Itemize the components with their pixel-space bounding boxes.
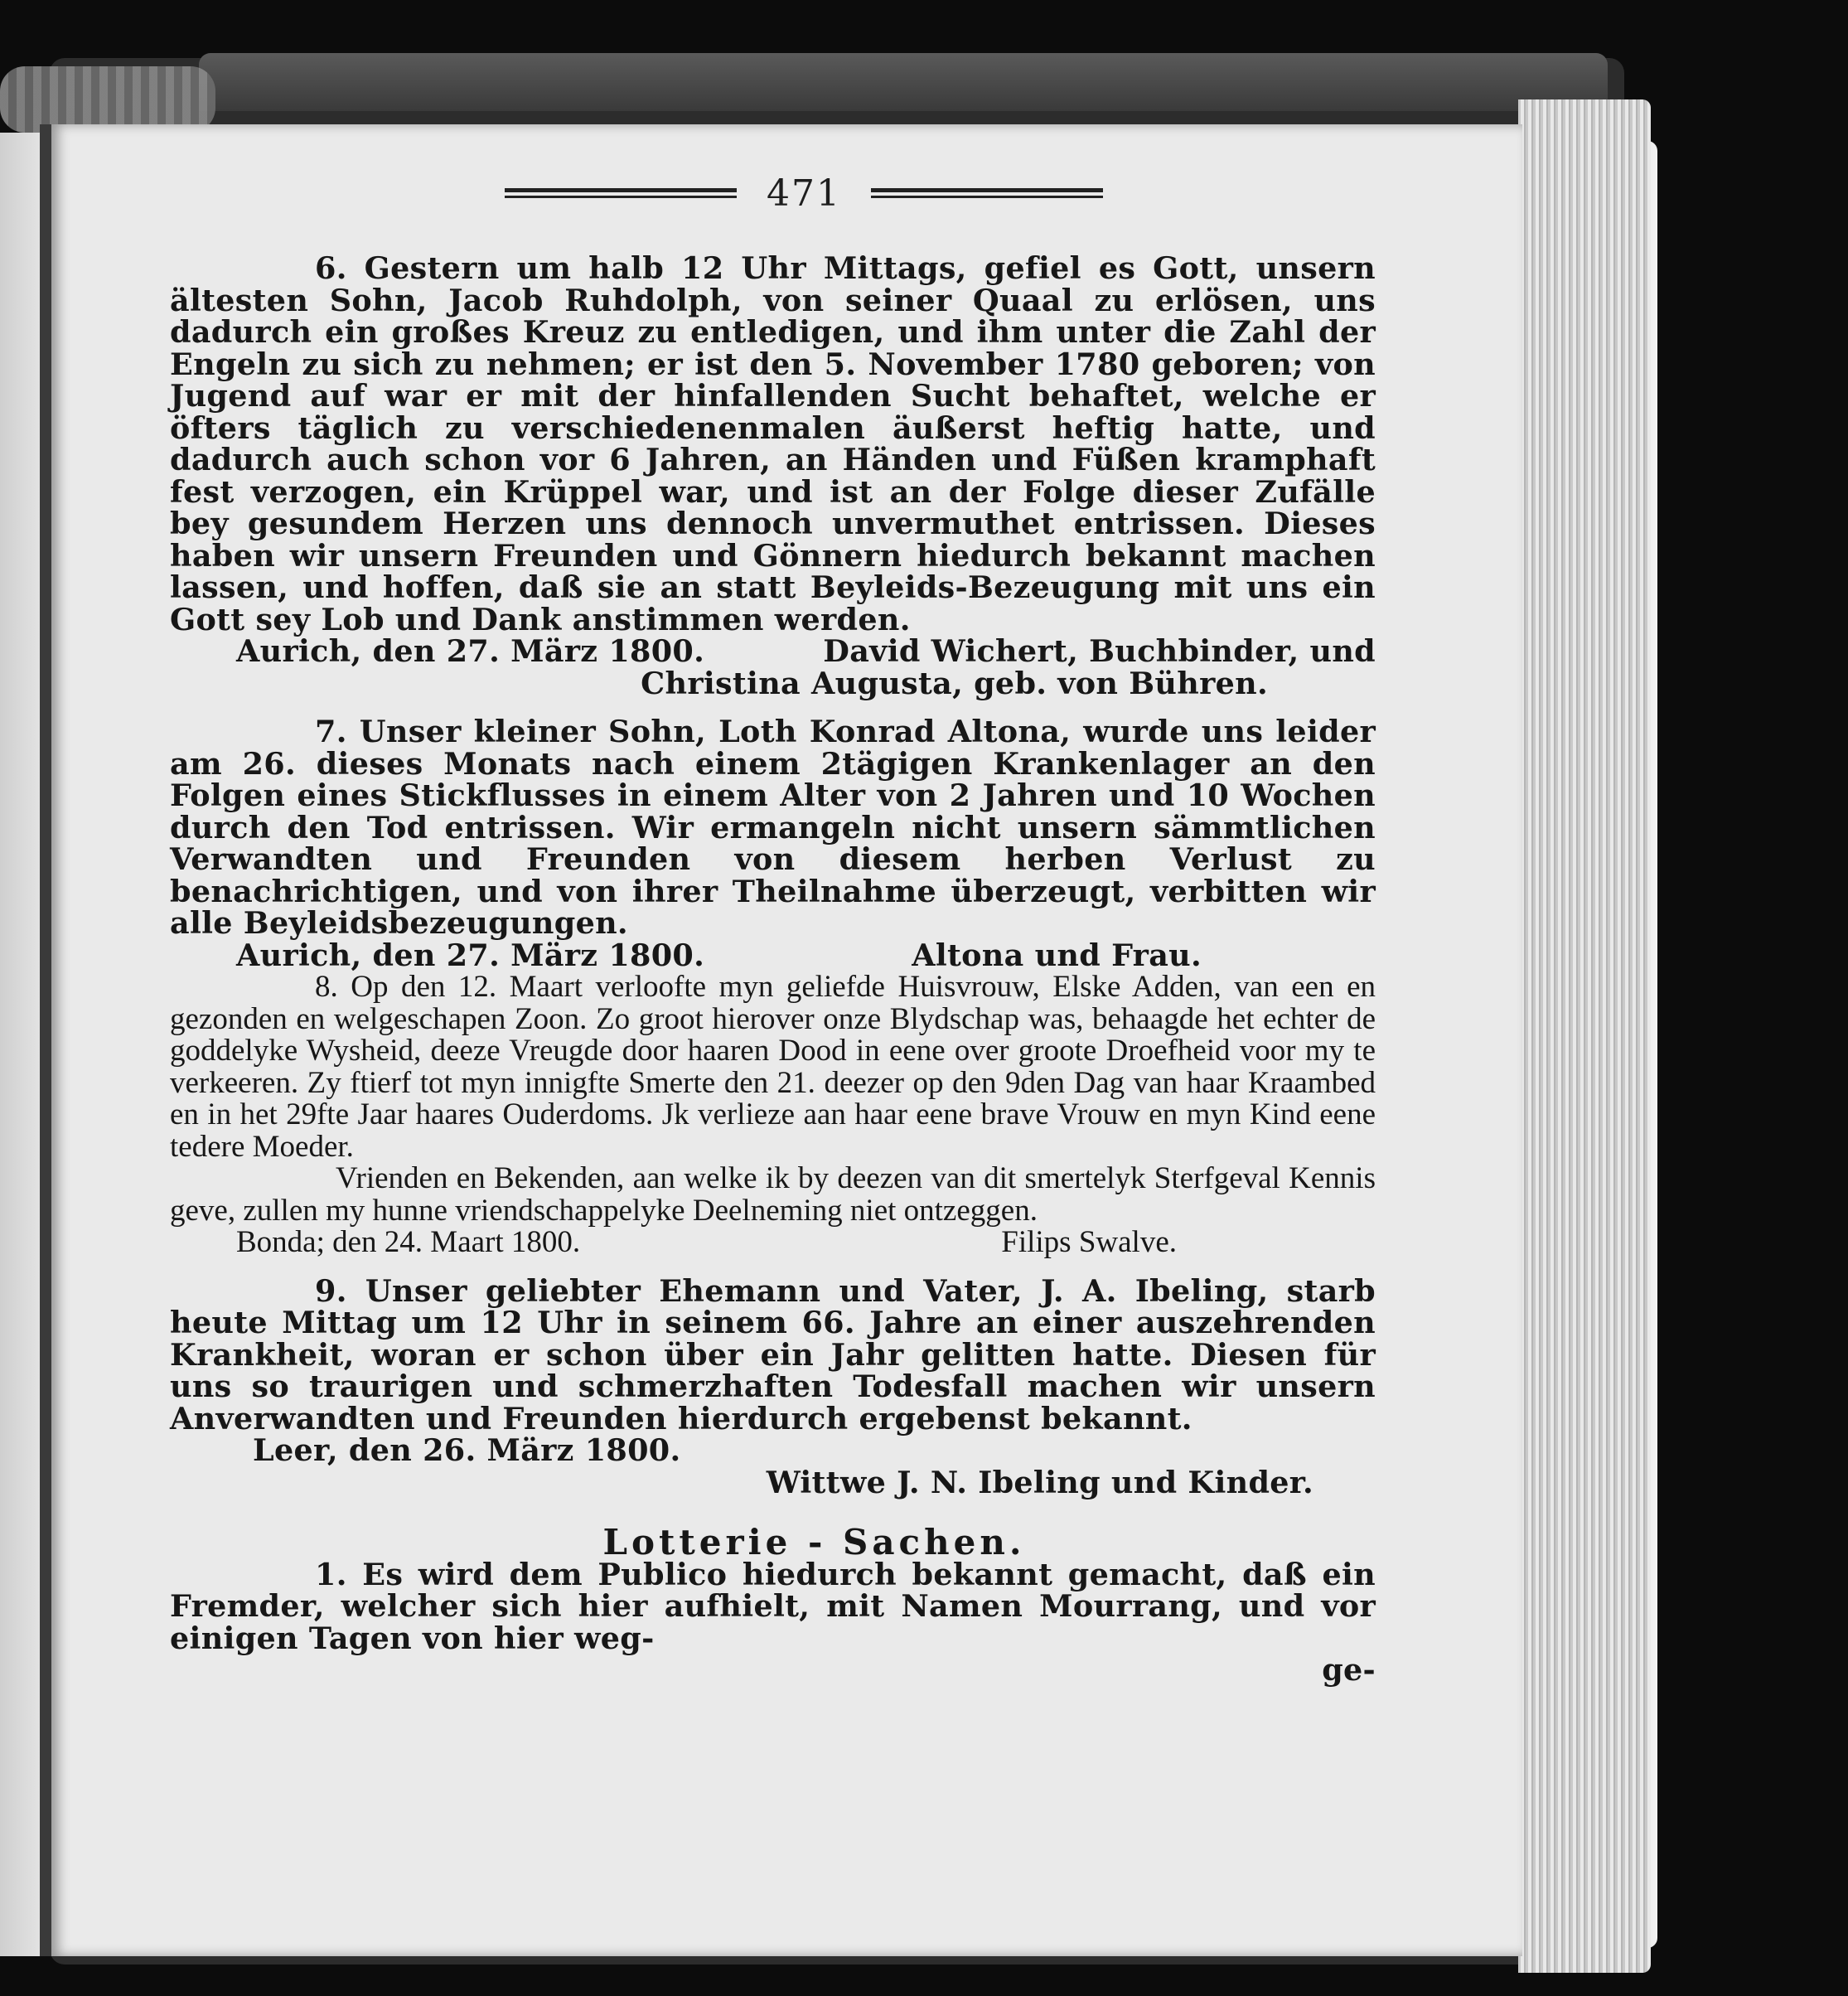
catchword: ge- bbox=[1322, 1652, 1376, 1688]
notice-8-signature-row bbox=[170, 1227, 1376, 1259]
book-spine-top bbox=[199, 53, 1608, 111]
page-number: 471 bbox=[767, 172, 841, 215]
notice-8-signer: Filips Swalve. bbox=[1001, 1225, 1177, 1259]
notice-7-signer: Altona und Frau. bbox=[912, 937, 1202, 973]
notice-7-text: 7. Unser kleiner Sohn, Loth Konrad Altona, wurde uns leider am 26. dieses Monats nach einem 2tägigen Krankenlager an den Folgen eines Stickflusses in einem Alter von 2 Jahren und 10 Wochen durch den Tod entrissen. Wir ermangeln nicht unsern sämmtlichen Verwandten und Freunden von diesem herben Verlust zu benachrichtigen, und von ihrer Theilnahme überzeugt, verbitten wir alle Beyleidsbezeugungen. bbox=[170, 714, 1376, 941]
head-rule-right bbox=[871, 188, 1103, 198]
page-gutter bbox=[40, 124, 51, 1956]
notice-6-signer-2: Christina Augusta, geb. von Bühren. bbox=[641, 665, 1268, 701]
page-text bbox=[170, 250, 1376, 1688]
notice-7-place-date: Aurich, den 27. März 1800. bbox=[236, 937, 705, 973]
notice-8-text: 8. Op den 12. Maart verloofte myn geliefde Huisvrouw, Elske Adden, van een en gezonden en welgeschapen Zoon. Zo groot hierover onze Blydschap was, behaagde het echter de goddelyke Wysheid, deeze Vreugde door haaren Dood in eene over groote Droefheid voor my te verkeeren. Zy ftierf tot myn innigfte Smerte den 21. deezer op den 9den Dag van haar Kraambed en in het 29fte Jaar haares Ouderdoms. Jk verlieze aan haar eene brave Vrouw en myn Kind eene tedere Moeder. bbox=[170, 970, 1376, 1164]
notice-9-text: 9. Unser geliebter Ehemann und Vater, J. A. Ibeling, starb heute Mittag um 12 Uhr in seinem 66. Jahre an einer auszehrenden Krankheit, woran er schon über ein Jahr gelitten hatte. Diesen für uns so traurigen und schmerzhaften Todesfall machen wir unsern Anverwandten und Freunden hierdurch ergebenst bekannt. bbox=[170, 1272, 1376, 1436]
notice-9-signer: Wittwe J. N. Ibeling und Kinder. bbox=[766, 1464, 1313, 1500]
notice-9-place-date: Leer, den 26. März 1800. bbox=[253, 1432, 681, 1468]
notice-6-text: 6. Gestern um halb 12 Uhr Mittags, gefiel es Gott, unsern ältesten Sohn, Jacob Ruhdolph, von seiner Quaal zu erlösen, uns dadurch ein großes Kreuz zu entledigen, und ihm unter die Zahl der Engeln zu sich zu nehmen; er ist den 5. November 1780 geboren; von Jugend auf war er mit der hinfallenden Sucht behaftet, welche er öfters täglich zu verschiedenenmalen äußerst heftig hatte, und dadurch auch schon vor 6 Jahren, an Händen und Füßen kramphaft fest verzogen, ein Krüppel war, und ist an der Folge dieser Zufälle bey gesundem Herzen uns dennoch unvermuthet entrissen. Dieses haben wir unsern Freunden und Gönnern hiedurch bekannt machen lassen, und hoffen, daß sie an statt Beyleids-Bezeugung mit uns ein Gott sey Lob und Dank anstimmen werden. bbox=[170, 250, 1376, 637]
notice-6-signature-row bbox=[170, 633, 1376, 669]
lottery-item-1: 1. Es wird dem Publico hiedurch bekannt gemacht, daß ein Fremder, welcher sich hier aufhielt, mit Namen Mourrang, und vor einigen Tagen von hier weg- bbox=[170, 1556, 1376, 1656]
notice-6-signer-1: David Wichert, Buchbinder, und bbox=[823, 633, 1376, 669]
book-headband bbox=[0, 66, 215, 133]
running-head bbox=[414, 172, 1193, 214]
notice-6-place-date: Aurich, den 27. März 1800. bbox=[236, 633, 705, 669]
notice-8-place-date: Bonda; den 24. Maart 1800. bbox=[236, 1225, 581, 1259]
notice-8-text-2: Vrienden en Bekenden, aan welke ik by deezen van dit smertelyk Sterfgeval Kennis geve, zullen my hunne vriendschappelyke Deelneming niet ontzeggen. bbox=[170, 1161, 1376, 1228]
notice-7-signature-row bbox=[170, 937, 1376, 973]
page-fore-edge bbox=[1518, 99, 1651, 1973]
head-rule-left bbox=[505, 188, 737, 198]
section-heading: Lotterie - Sachen. bbox=[602, 1522, 1026, 1562]
